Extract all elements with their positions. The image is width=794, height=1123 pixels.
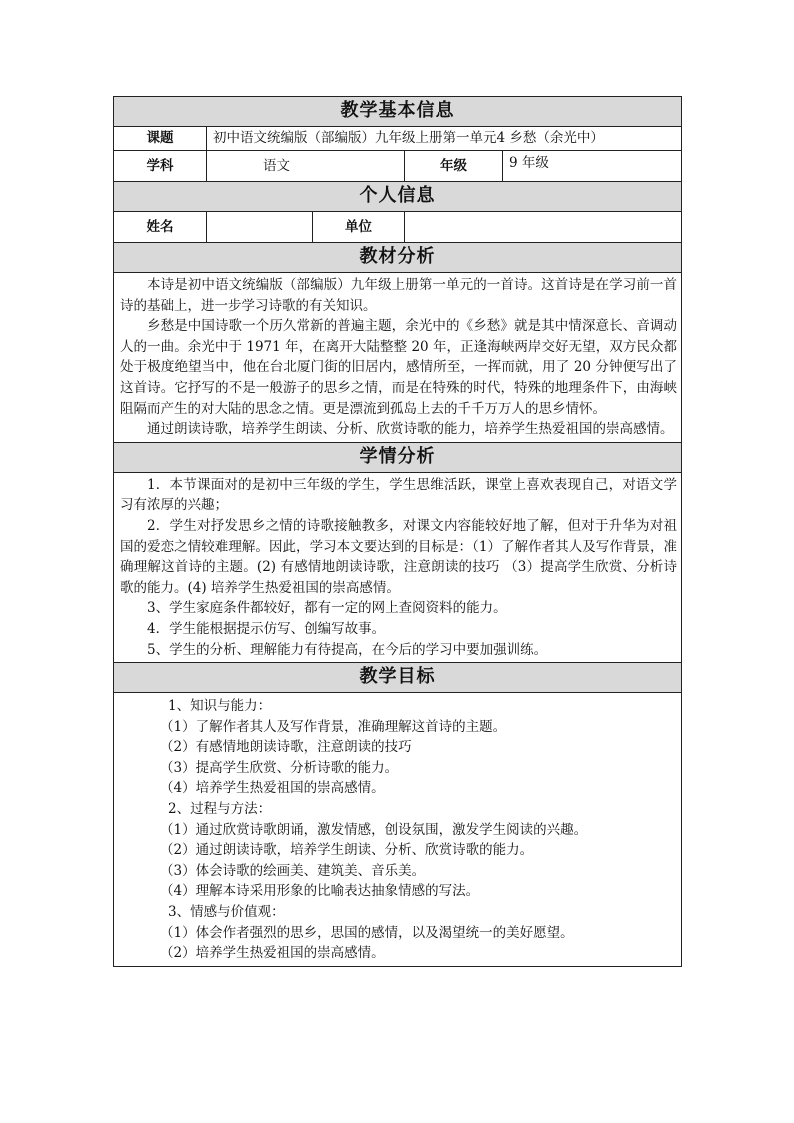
unit-label: 单位 — [313, 212, 405, 243]
textbook-paragraph: 乡愁是中国诗歌一个历久常新的普遍主题，余光中的《乡愁》就是其中情深意长、音调动人的一曲。余光中于 1971 年，在离开大陆整整 20 年，正逢海峡两岸交好无望，双方民众都处于极度绝望当中，他在台北厦门街的旧居内，感情所至，一挥而就，用了 20 分钟便写出了这首诗。它抒写的不是一般游子的思乡之情，而是在特殊的时代，特殊的地理条件下，由海峡阻隔而产生的对大陆的思念之情。更是漂流到孤岛上去的千千万万人的思乡情怀。 — [120, 318, 677, 417]
grade-value: 9 年级 — [503, 151, 682, 182]
goal-item: （4）理解本诗采用形象的比喻表达抽象情感的写法。 — [160, 883, 480, 900]
goal-item: （3）体会诗歌的绘画美、建筑美、音乐美。 — [160, 862, 426, 879]
goal-item: （4）培养学生热爱祖国的崇高感情。 — [160, 780, 385, 797]
goal-item: （2）通过朗读诗歌，培养学生朗读、分析、欣赏诗歌的能力。 — [160, 842, 534, 859]
teaching-goals-body — [114, 693, 682, 967]
goal-item: （1）体会作者强烈的思乡，思国的感情，以及渴望统一的美好愿望。 — [160, 924, 574, 941]
textbook-paragraph: 本诗是初中语文统编版（部编版）九年级上册第一单元的一首诗。这首诗是在学习前一首诗的基础上，进一步学习诗歌的有关知识。 — [120, 277, 677, 314]
goal-item: （2）培养学生热爱祖国的崇高感情。 — [160, 945, 385, 962]
student-analysis-body — [114, 472, 682, 662]
goal-heading: 1、知识与能力： — [168, 698, 272, 715]
unit-value[interactable] — [405, 212, 682, 243]
goal-item: （1）通过欣赏诗歌朗诵，激发情感，创设氛围，激发学生阅读的兴趣。 — [160, 821, 588, 838]
lesson-plan-table — [113, 96, 682, 967]
goal-item: （2）有感情地朗读诗歌，注意朗读的技巧 — [160, 739, 412, 756]
topic-label: 课题 — [114, 127, 207, 151]
student-paragraph: 2．学生对抒发思乡之情的诗歌接触教多，对课文内容能较好地了解，但对于升华为对祖国的爱恋之情较难理解。因此，学习本文要达到的目标是：（1）了解作者其人及写作背景，准确理解这首诗的主题。(2) 有感情地朗读诗歌，注意朗读的技巧 （3）提高学生欣赏、分析诗歌的能力。(4) 培养学生热爱祖国的崇高感情。 — [120, 517, 677, 596]
section-header-teaching-goals: 教学目标 — [114, 663, 682, 693]
goal-item: （3）提高学生欣赏、分析诗歌的能力。 — [160, 759, 399, 776]
topic-value: 初中语文统编版（部编版）九年级上册第一单元4 乡愁（余光中） — [207, 127, 682, 151]
student-paragraph: 3、学生家庭条件都较好，都有一定的网上查阅资料的能力。 — [147, 600, 507, 617]
subject-value: 语文 — [207, 151, 405, 182]
goal-heading: 2、过程与方法： — [168, 801, 272, 818]
goal-heading: 3、情感与价值观： — [168, 904, 285, 921]
student-paragraph: 1．本节课面对的是初中三年级的学生，学生思维活跃，课堂上喜欢表现自己，对语文学习有浓厚的兴趣； — [120, 476, 677, 514]
textbook-paragraph: 通过朗读诗歌，培养学生朗读、分析、欣赏诗歌的能力，培养学生热爱祖国的崇高感情。 — [147, 421, 674, 438]
subject-label: 学科 — [114, 151, 207, 182]
section-header-student-analysis: 学情分析 — [114, 442, 682, 472]
goal-item: （1）了解作者其人及写作背景，准确理解这首诗的主题。 — [160, 718, 507, 735]
student-paragraph: 5、学生的分析、理解能力有待提高，在今后的学习中要加强训练。 — [147, 641, 548, 658]
textbook-analysis-body — [114, 273, 682, 443]
name-value[interactable] — [207, 212, 313, 243]
section-header-personal-info: 个人信息 — [114, 182, 682, 212]
section-header-textbook-analysis: 教材分析 — [114, 243, 682, 273]
name-label: 姓名 — [114, 212, 207, 243]
lesson-plan-page — [113, 96, 681, 967]
section-header-basic-info: 教学基本信息 — [114, 97, 682, 127]
grade-label: 年级 — [405, 151, 503, 182]
student-paragraph: 4．学生能根据提示仿写、创编写故事。 — [147, 620, 386, 637]
